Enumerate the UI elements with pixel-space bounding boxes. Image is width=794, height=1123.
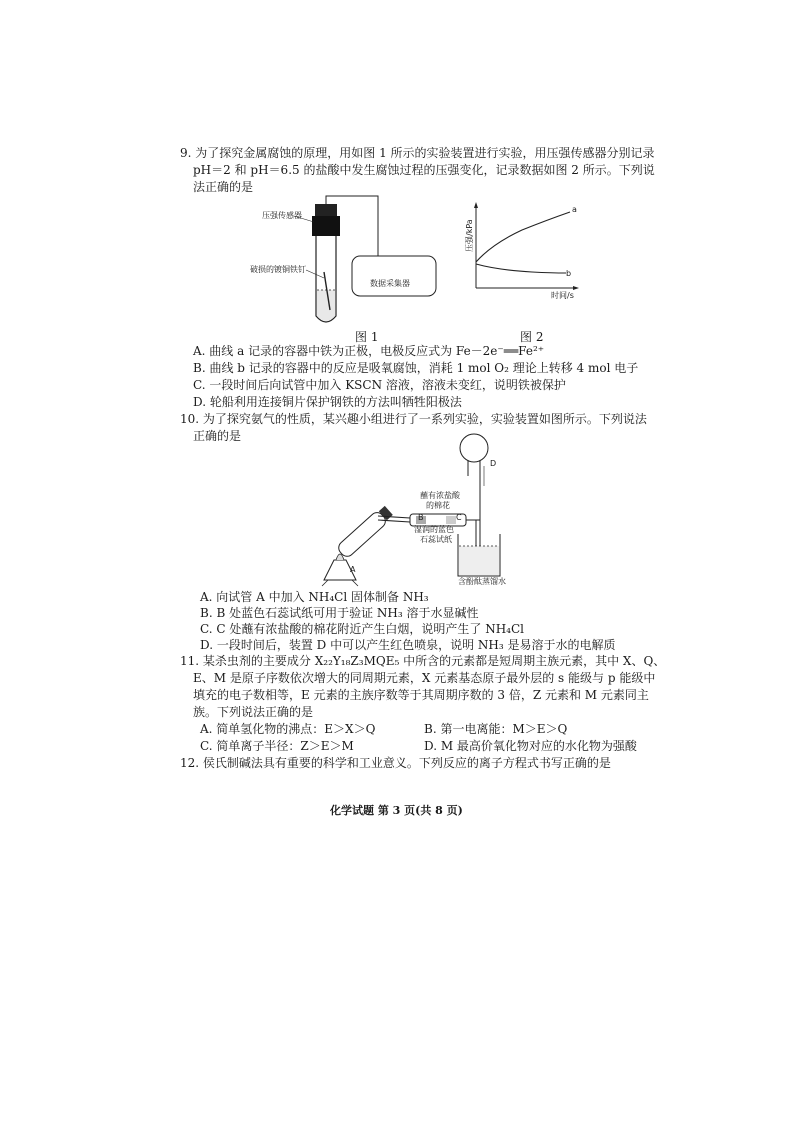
q11-stem-line-3: 填充的电子数相等，E 元素的主族序数等于其周期序数的 3 倍，Z 元素和 M 元素同主	[193, 688, 649, 702]
q9-option-a: A. 曲线 a 记录的容器中铁为正极，电极反应式为 Fe－2e⁻══Fe²⁺	[193, 344, 545, 358]
q11-stem-line-1: 11. 某杀虫剂的主要成分 X₂₂Y₁₈Z₃MQE₅ 中所含的元素都是短周期主族元素，其中 X、Q、	[180, 654, 666, 668]
curve-b-label: b	[566, 269, 572, 278]
q11-option-d: D. M 最高价氧化物对应的水化物为强酸	[424, 739, 637, 753]
q9-stem-line-1: 9. 为了探究金属腐蚀的原理，用如图 1 所示的实验装置进行实验，用压强传感器分别记录	[180, 146, 655, 160]
y-axis-arrow	[474, 202, 478, 208]
q10-option-a: A. 向试管 A 中加入 NH₄Cl 固体制备 NH₃	[200, 590, 429, 604]
test-tube-a	[336, 504, 394, 559]
q10-option-b: B. B 处蓝色石蕊试纸可用于验证 NH₃ 溶于水显碱性	[200, 606, 479, 620]
q11-stem-line-4: 族。下列说法正确的是	[193, 705, 314, 719]
flask-d	[460, 434, 488, 462]
q11-option-b: B. 第一电离能：M＞E＞Q	[424, 722, 568, 736]
label-phenolphthalein-water: 含酚酞蒸馏水	[458, 577, 506, 586]
label-b: B	[418, 513, 424, 522]
curve-a	[476, 212, 570, 262]
q9-stem-line-3: 法正确的是	[193, 180, 254, 194]
label-pressure-sensor: 压强传感器	[262, 211, 302, 220]
curve-a-label: a	[572, 205, 577, 214]
label-damaged-nail: 破损的镀铜铁钉	[250, 265, 306, 274]
q9-stem-line-2: pH＝2 和 pH＝6.5 的盐酸中发生腐蚀过程的压强变化，记录数据如图 2 所示。下列说	[193, 163, 655, 177]
x-axis-arrow	[573, 286, 579, 290]
label-d: D	[490, 459, 497, 468]
q9-option-d: D. 轮船利用连接铜片保护钢铁的方法叫牺牲阳极法	[193, 395, 462, 409]
acid-solution	[317, 290, 335, 321]
stand-leg-right	[352, 580, 358, 586]
figure-1-caption: 图 1	[355, 330, 379, 344]
rubber-stopper	[312, 216, 340, 236]
label-c: C	[456, 513, 462, 522]
q9-option-c: C. 一段时间后向试管中加入 KSCN 溶液，溶液未变红，说明铁被保护	[193, 378, 566, 392]
beaker-water	[459, 546, 499, 575]
q11-option-c: C. 简单离子半径：Z＞E＞M	[200, 739, 354, 753]
q10-stem-line-1: 10. 为了探究氨气的性质，某兴趣小组进行了一系列实验，实验装置如图所示。下列说法	[180, 412, 647, 426]
q9-option-b: B. 曲线 b 记录的容器中的反应是吸氧腐蚀，消耗 1 mol O₂ 理论上转移 4 mol 电子	[193, 361, 639, 375]
q11-stem-line-2: E、M 是原子序数依次增大的同周期元素，X 元素基态原子最外层的 s 能级与 p 能级中	[193, 671, 656, 685]
graph-2-ylabel: 压强/kPa	[465, 219, 474, 252]
graph-2-xlabel: 时间/s	[551, 291, 574, 300]
page-footer: 化学试题 第 3 页(共 8 页)	[330, 804, 463, 817]
label-litmus: 湿润的蓝色	[414, 525, 454, 534]
figure-2-pressure-graph	[462, 200, 582, 302]
label-litmus-2: 石蕊试纸	[420, 535, 452, 544]
label-cotton-2: 的棉花	[426, 501, 450, 510]
q10-option-d: D. 一段时间后，装置 D 中可以产生红色喷泉，说明 NH₃ 是易溶于水的电解质	[200, 638, 616, 652]
label-cotton: 蘸有浓盐酸	[420, 491, 460, 500]
label-data-collector: 数据采集器	[370, 279, 410, 288]
q10-option-c: C. C 处蘸有浓盐酸的棉花附近产生白烟，说明产生了 NH₄Cl	[200, 622, 524, 636]
q10-stem-line-2: 正确的是	[193, 429, 242, 443]
sensor-cap	[315, 204, 337, 216]
curve-b	[476, 264, 566, 273]
label-a: A	[350, 565, 356, 574]
nail-pointer	[306, 270, 324, 278]
q12-stem: 12. 侯氏制碱法具有重要的科学和工业意义。下列反应的离子方程式书写正确的是	[180, 756, 611, 770]
q11-option-a: A. 简单氢化物的沸点：E＞X＞Q	[200, 722, 376, 736]
stand-leg-left	[322, 580, 328, 586]
figure-2-caption: 图 2	[520, 330, 544, 344]
